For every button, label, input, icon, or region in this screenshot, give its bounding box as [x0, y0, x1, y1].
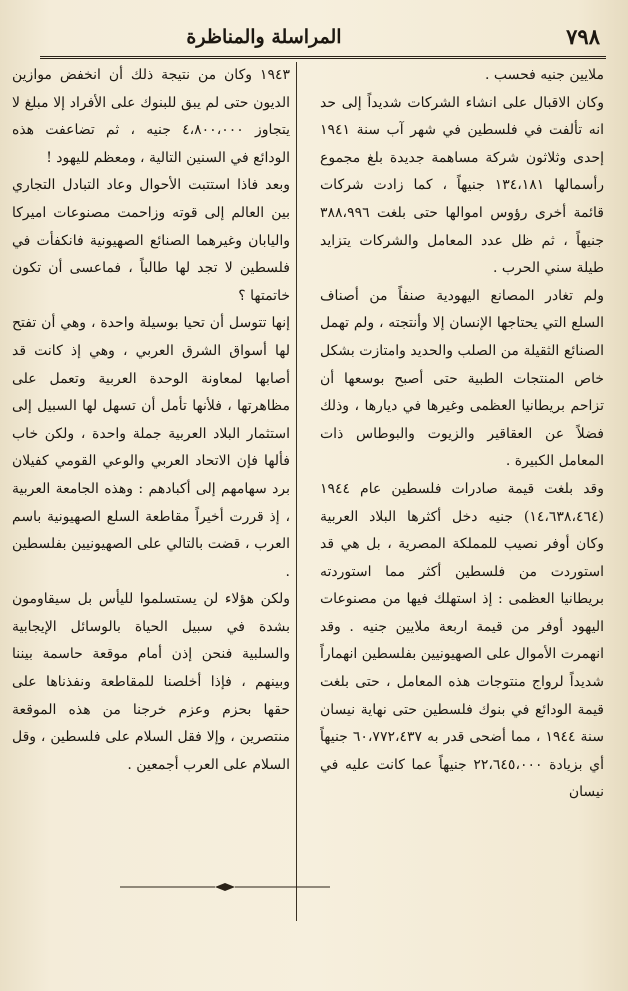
- end-ornament: [120, 882, 330, 892]
- paragraph: وبعد فاذا استتبت الأحوال وعاد التبادل التجاري بين العالم إلى قوته وزاحمت مصنوعات اميركا واليابان وغيرهما الصنائع الصهيونية فانكفأت في فلسطين لا تجد لها طالباً ، فماعسى أن تكون خاتمتها ؟: [12, 177, 290, 304]
- paragraph: ملايين جنيه فحسب .: [484, 67, 604, 83]
- paragraph: إنها تتوسل أن تحيا بوسيلة واحدة ، وهي أن تفتح لها أسواق الشرق العربي ، وهي إذ كانت قد أصابها لمعاونة الوحدة العربية وتعمل على مظاهرتها ، فلأنها تأمل أن تسهل لها السبيل إلى استثمار البلاد العربية جملة واحدة ، ولكن خاب فألها فإن الاتحاد العربي والوعي القومي كفيلان برد سهامهم إلى أكبادهم : وهذه الجامعة العربية ، إذ قررت أخيراً مقاطعة السلع الصهيونية باسم العرب ، قضت بالتالي على الصهيونيين بفلسطين .: [12, 315, 290, 580]
- left-column: [12, 62, 290, 779]
- paragraph: ولم تغادر المصانع اليهودية صنفاً من أصناف السلع التي يحتاجها الإنسان إلا وأنتجته ، ولم تهمل الصنائع الثقيلة من الصلب والحديد وامتازت بشكل خاص المنتجات الطبية حتى أصبح بوسعها أن تزاحم بريطانيا العظمى وغيرها في ديارها ، وذلك فضلاً عن العقاقير والزيوت والبوطاس ذات المعامل الكبيرة .: [320, 287, 604, 470]
- column-divider: [296, 62, 297, 921]
- paragraph: ولكن هؤلاء لن يستسلموا لليأس بل سيقاومون بشدة في سبيل الحياة بالوسائل الإيجابية والسلبية فنحن إذن أمام موقعة حاسمة بيننا وبينهم ، فإذا أخلصنا للمقاطعة ونفذناها على حقها بحزم وعزم خرجنا من هذه الموقعة منتصرين ، وإلا فقل السلام على فلسطين ، وقل السلام على العرب أجمعين .: [12, 591, 290, 773]
- running-title: المراسلة والمناظرة: [186, 26, 342, 48]
- paragraph: وكان الاقبال على انشاء الشركات شديداً إلى حد انه تألفت في فلسطين في شهر آب سنة ١٩٤١ إحدى وثلاثون شركة مساهمة جديدة بلغ مجموع رأسمالها ١٣٤،١٨١ جنيهاً ، كما زادت شركات قائمة أخرى رؤوس اموالها حتى بلغت ٣٨٨،٩٩٦ جنيهاً ، ثم ظل عدد المعامل والشركات يتزايد طيلة سني الحرب .: [320, 94, 604, 277]
- page-header: [40, 18, 608, 56]
- page-number: ٧٩٨: [566, 24, 600, 49]
- header-rule: [40, 56, 606, 59]
- paragraph: ١٩٤٣ وكان من نتيجة ذلك أن انخفض موازين الديون حتى لم يبق للبنوك على الأفراد إلا مبلغ لا يتجاوز ٤،٨٠٠،٠٠٠ جنيه ، ثم تضاعفت هذه الودائع في السنين التالية ، ومعظم لليهود !: [12, 67, 290, 166]
- right-column: [320, 62, 604, 807]
- paragraph: وقد بلغت قيمة صادرات فلسطين عام ١٩٤٤ (١٤،٦٣٨،٤٦٤) جنيه دخل أكثرها البلاد العربية وكان أوفر نصيب للمملكة المصرية ، بل هي قد استوردت من فلسطين أكثر مما استوردته بريطانيا العظمى : إذ استهلك فيها من مصنوعات اليهود أوفر من قيمة اربعة ملايين جنيه . وقد انهمرت الأموال على الصهيونيين بفلسطين انهماراً شديداً لرواج منتوجات هذه المعامل ، حتى بلغت قيمة الودائع في بنوك فلسطين حتى نهاية نيسان سنة ١٩٤٤ ، مما أضحى قدر به ٦٠،٧٧٢،٤٣٧ جنيهاً أي بزيادة ٢٢،٦٤٥،٠٠٠ جنيهاً عما كانت عليه في نيسان: [320, 480, 604, 801]
